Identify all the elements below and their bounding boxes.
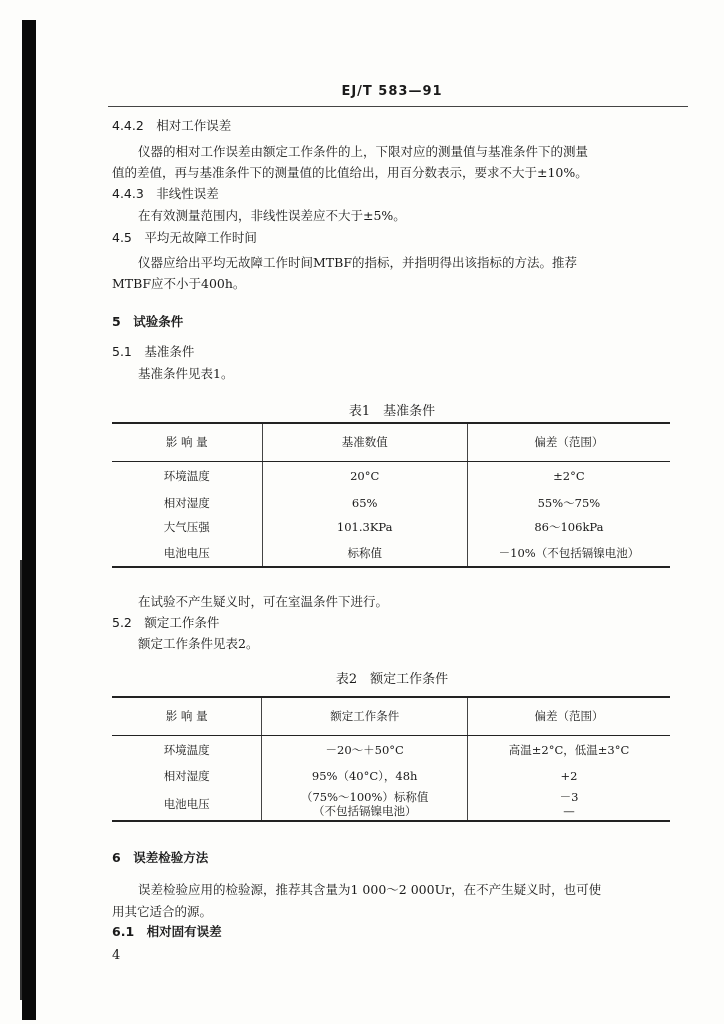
table2-cell: 相对湿度 [163,769,210,783]
table1 [112,422,670,568]
table2-header-row [112,697,670,735]
table1-header-cell: 偏差（范围） [467,423,670,461]
table1-cell: 相对湿度 [163,496,210,510]
table-row [112,765,670,787]
after-table1-note: 在试验不产生疑义时，可在室温条件下进行。 [138,594,389,609]
page-header: EJ/T 583—91 [341,84,443,99]
section-5-2-title: 5.2 额定工作条件 [112,615,220,630]
section-6-line2: 用其它适合的源。 [112,904,213,919]
table1-header-cell: 基准数值 [262,423,467,461]
table1-cell: －10%（不包括镉镍电池） [498,545,640,560]
table-row [112,491,670,515]
table2-cell-line: －3 [559,789,579,804]
section-4-4-2-line1: 仪器的相对工作误差由额定工作条件的上，下限对应的测量值与基准条件下的测量 [138,144,589,159]
page-number: 4 [112,948,121,963]
table2-cell-line: （不包括镉镍电池） [312,803,417,818]
section-5-1-line1: 基准条件见表1。 [138,366,234,381]
section-4-5-line2: MTBF应不小于400h。 [112,276,246,291]
table1-cell: 65% [262,491,467,515]
table2-header-cell: 影 响 量 [112,697,262,735]
table1-cell: 101.3KPa [262,515,467,539]
scan-edge-shadow [22,20,36,1020]
table-row [112,539,670,567]
table2-cell: －20～＋50°C [262,735,468,765]
table2-cell [468,787,670,821]
table1-header-cell: 影 响 量 [112,423,262,461]
section-6-title: 6 误差检验方法 [112,850,209,865]
section-5-1-title: 5.1 基准条件 [112,344,195,359]
section-5-2-line1: 额定工作条件见表2。 [138,636,259,651]
table2-cell-line: （75%～100%）标称值 [300,789,429,804]
header-rule [108,106,688,107]
section-4-5-title: 4.5 平均无故障工作时间 [112,230,257,245]
section-4-4-3-line1: 在有效测量范围内，非线性误差应不大于±5%。 [138,208,406,223]
section-4-4-3-title: 4.4.3 非线性误差 [112,186,219,201]
table2-caption: 表2 额定工作条件 [335,672,449,687]
table2 [112,696,670,822]
table1-cell: 标称值 [262,539,467,567]
section-4-4-2-title: 4.4.2 相对工作误差 [112,118,232,133]
table-row [112,461,670,491]
table2-cell: 高温±2°C，低温±3°C [508,743,630,758]
table2-header-cell: 额定工作条件 [262,697,468,735]
table-row [112,735,670,765]
table2-cell [262,787,468,821]
table2-cell: 环境温度 [163,743,210,758]
table1-cell: 电池电压 [163,545,210,560]
scan-edge-line [20,560,22,1000]
table1-header-row [112,423,670,461]
section-5-title: 5 试验条件 [112,314,184,329]
table1-cell: 20°C [262,461,467,491]
table2-cell: +2 [560,769,578,783]
table1-cell: 86～106kPa [534,520,604,534]
section-4-5-line1: 仪器应给出平均无故障工作时间MTBF的指标，并指明得出该指标的方法。推荐 [138,255,577,270]
table1-cell: ±2°C [553,469,585,484]
table1-cell: 环境温度 [163,469,210,484]
table2-cell-line: — [563,803,575,818]
table-row [112,787,670,821]
section-6-1-title: 6.1 相对固有误差 [112,924,222,939]
section-6-line1: 误差检验应用的检验源，推荐其含量为1 000～2 000Ur，在不产生疑义时，也可使 [138,882,602,897]
table1-caption: 表1 基准条件 [348,404,436,419]
section-4-4-2-line2: 值的差值，再与基准条件下的测量值的比值给出，用百分数表示，要求不大于±10%。 [112,165,588,180]
table1-cell: 55%～75% [537,496,601,510]
table2-cell: 95%（40°C），48h [262,765,468,787]
table2-cell: 电池电压 [163,796,210,811]
table2-header-cell: 偏差（范围） [468,697,670,735]
table-row [112,515,670,539]
table1-cell: 大气压强 [163,520,210,534]
